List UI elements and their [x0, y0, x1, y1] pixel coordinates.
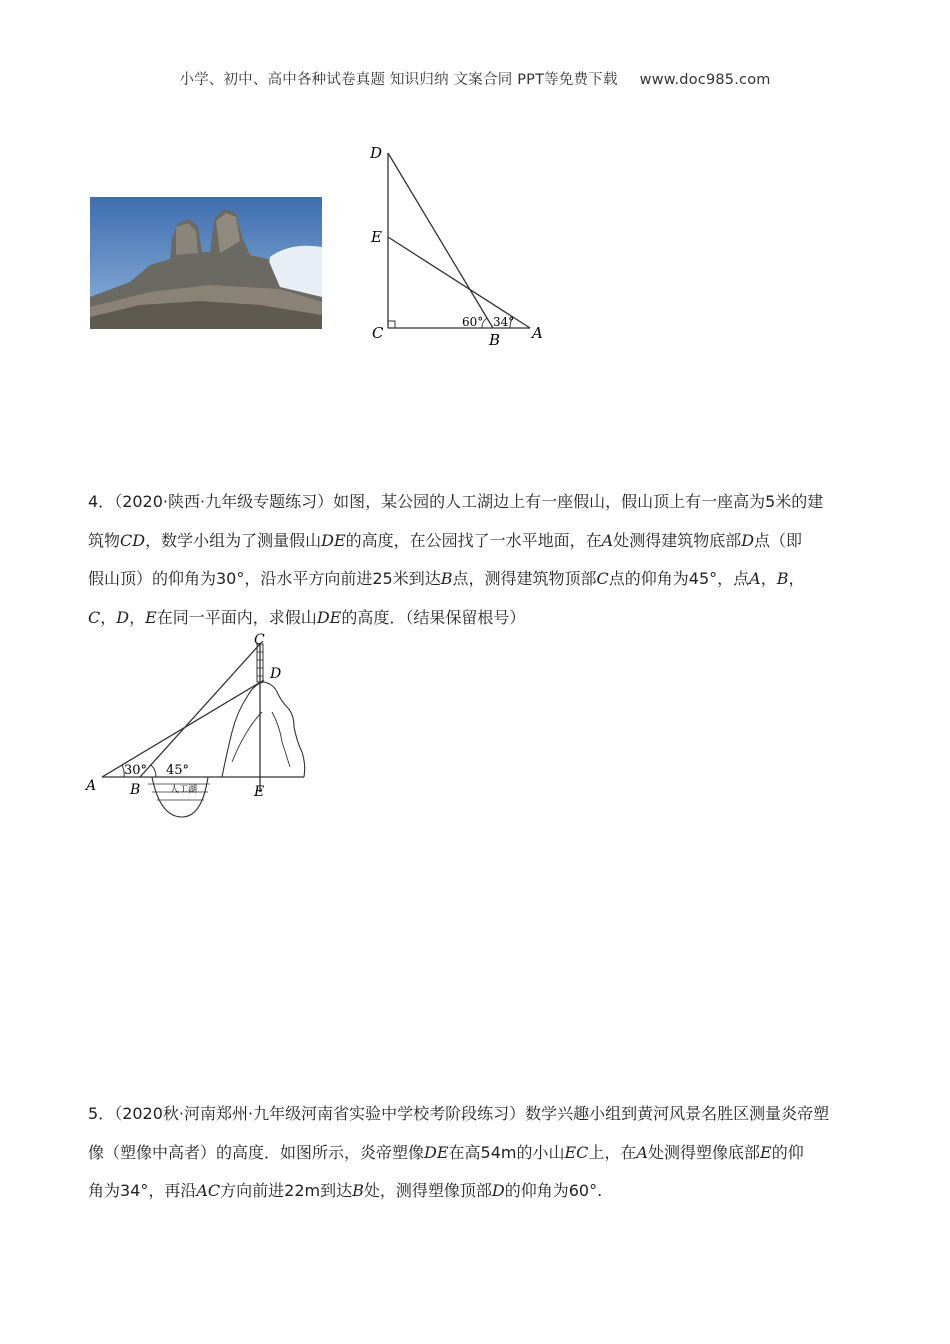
text: ，: [129, 607, 146, 627]
text: 处测得建筑物底部: [613, 530, 742, 550]
text: 上，在: [588, 1142, 637, 1162]
label-b: B: [130, 782, 141, 798]
var: DE: [316, 607, 342, 627]
var: A: [636, 1142, 648, 1162]
text: 的仰角为60°.: [504, 1181, 603, 1200]
label-a: A: [532, 324, 543, 342]
var: EC: [564, 1142, 589, 1162]
label-d: D: [370, 144, 383, 162]
var: D: [491, 1181, 505, 1200]
var: A: [749, 569, 761, 588]
text: 处，测得塑像顶部: [363, 1181, 492, 1200]
header-site: www.doc985.com: [639, 72, 771, 88]
statue-photo: [90, 197, 322, 329]
label-e: E: [254, 784, 265, 800]
angle-45: 45°: [166, 763, 190, 778]
text: 的高度，在公园找了一水平地面，在: [345, 530, 602, 550]
text: 处测得塑像底部: [647, 1142, 760, 1162]
problem-4-line-1: [88, 483, 868, 522]
rockery-figure: [82, 632, 322, 832]
problem-4: [88, 483, 868, 637]
label-b: B: [489, 331, 501, 349]
text: 点（即: [754, 530, 803, 550]
var: E: [145, 607, 157, 627]
problem-5-line-2: [88, 1134, 868, 1173]
var: B: [440, 569, 453, 588]
page-header: [0, 68, 950, 89]
text: ，: [100, 607, 117, 627]
problem-text: 如图，某公园的人工湖边上有一座假山，假山顶上有一座高为5米的建: [333, 492, 824, 511]
text: 的仰: [771, 1142, 804, 1162]
label-c: C: [372, 324, 384, 342]
var: B: [776, 569, 789, 588]
var: D: [741, 530, 755, 550]
text: 点，测得建筑物顶部: [452, 569, 597, 588]
label-e: E: [371, 228, 382, 246]
text: 假山顶）的仰角为30°，沿水平方向前进25米到达: [88, 569, 441, 588]
problem-number: 4．: [88, 492, 115, 511]
header-text: 小学、初中、高中各种试卷真题 知识归纳 文案合同 PPT等免费下载: [179, 72, 618, 88]
problem-4-line-3: [88, 560, 868, 599]
var: C: [88, 607, 101, 627]
text: 点的仰角为45°，点: [608, 569, 750, 588]
problem-source: （2020·陕西·九年级专题练习）: [114, 492, 334, 511]
var: DE: [321, 530, 346, 550]
problem-4-line-2: [88, 522, 868, 561]
angle-34: 34°: [493, 315, 515, 329]
var: AC: [196, 1181, 221, 1200]
text: 像（塑像中高者）的高度．如图所示，炎帝塑像: [88, 1142, 425, 1162]
angle-60: 60°: [462, 315, 484, 329]
text: 角为34°，再沿: [88, 1181, 197, 1200]
label-d: D: [270, 666, 282, 682]
text: ，: [788, 569, 805, 588]
text: ，数学小组为了测量假山: [145, 530, 322, 550]
var: D: [116, 607, 130, 627]
text: 在高54m的小山: [448, 1142, 565, 1162]
var: CD: [120, 530, 146, 550]
problem-text: 数学兴趣小组到黄河风景名胜区测量炎帝塑: [525, 1104, 830, 1123]
problem-5-line-3: [88, 1172, 868, 1211]
angle-30: 30°: [124, 763, 148, 778]
text: ，: [760, 569, 777, 588]
problem-5-line-1: [88, 1095, 868, 1134]
text: 筑物: [88, 530, 121, 550]
lake-label: 人工湖: [170, 785, 198, 795]
var: DE: [424, 1142, 449, 1162]
problem-number: 5．: [88, 1104, 115, 1123]
triangle-figure: [360, 140, 560, 350]
text: 在同一平面内，求假山: [156, 607, 317, 627]
var: A: [601, 530, 614, 550]
var: C: [596, 569, 609, 588]
problem-5: [88, 1095, 868, 1211]
text: 方向前进22m到达: [220, 1181, 353, 1200]
text: 的高度．（结果保留根号）: [341, 607, 526, 627]
label-c: C: [254, 632, 265, 648]
var: B: [352, 1181, 364, 1200]
problem-source: （2020秋·河南郑州·九年级河南省实验中学校考阶段练习）: [114, 1104, 526, 1123]
var: E: [760, 1142, 772, 1162]
label-a: A: [86, 778, 97, 794]
